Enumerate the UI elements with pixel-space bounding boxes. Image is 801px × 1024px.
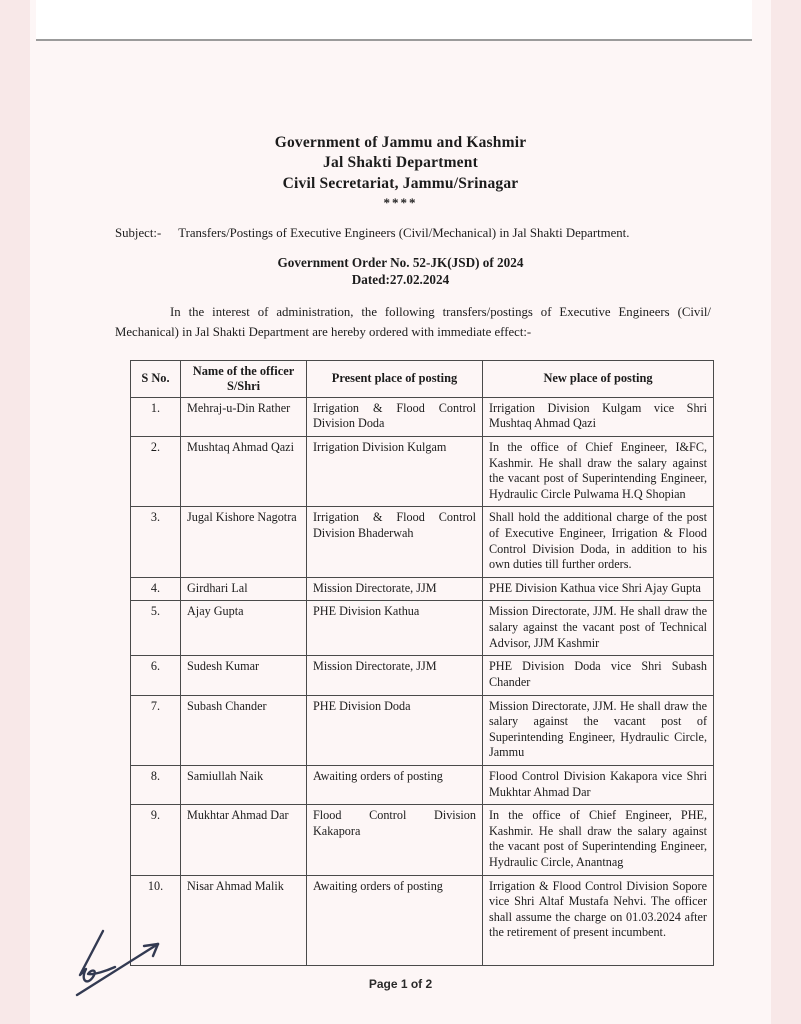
subject-label: Subject:- [115, 226, 162, 241]
cell-sno: 1. [131, 397, 181, 436]
table-header [131, 361, 714, 398]
cell-present-posting: PHE Division Doda [307, 695, 483, 765]
order-heading [30, 255, 771, 288]
cell-present-posting: Mission Directorate, JJM [307, 656, 483, 695]
cell-new-posting: In the office of Chief Engineer, I&FC, Kashmir. He shall draw the salary against the vacant post of Superintending Engineer, Hydraulic Circle Pulwama H.Q Shopian [483, 436, 714, 506]
table-row [131, 436, 714, 506]
cell-officer-name: Mukhtar Ahmad Dar [181, 805, 307, 875]
cell-new-posting: In the office of Chief Engineer, PHE, Kashmir. He shall draw the salary against the vacant post of Superintending Engineer, Hydraulic Circle, Anantnag [483, 805, 714, 875]
header-present-posting: Present place of posting [307, 361, 483, 398]
subject-line [115, 226, 741, 241]
cell-sno: 6. [131, 656, 181, 695]
org-name-line2: Jal Shakti Department [323, 154, 478, 172]
org-name-line3: Civil Secretariat, Jammu/Srinagar [282, 174, 519, 192]
cell-sno: 9. [131, 805, 181, 875]
order-date: Dated:27.02.2024 [351, 271, 450, 287]
org-name-line1: Government of Jammu and Kashmir [274, 134, 527, 151]
cell-new-posting: PHE Division Doda vice Shri Subash Chander [483, 656, 714, 695]
cell-present-posting: Flood Control Division Kakapora [307, 805, 483, 875]
document-page [30, 0, 771, 1024]
table-row [131, 577, 714, 601]
table-header-row [131, 361, 714, 398]
cell-present-posting: Irrigation & Flood Control Division Bhaderwah [307, 507, 483, 577]
scan-top-edge-rule [36, 0, 752, 41]
cell-new-posting: Irrigation Division Kulgam vice Shri Mushtaq Ahmad Qazi [483, 397, 714, 436]
table-row [131, 695, 714, 765]
cell-officer-name: Girdhari Lal [181, 577, 307, 601]
cell-sno: 2. [131, 436, 181, 506]
table-row [131, 601, 714, 656]
cell-officer-name: Subash Chander [181, 695, 307, 765]
cell-sno: 5. [131, 601, 181, 656]
cell-new-posting: Shall hold the additional charge of the post of Executive Engineer, Irrigation & Flood Control Division Doda, in addition to his own duties till further orders. [483, 507, 714, 577]
cell-present-posting: Irrigation & Flood Control Division Doda [307, 397, 483, 436]
header-new-posting: New place of posting [483, 361, 714, 398]
table-row [131, 875, 714, 965]
table-row [131, 397, 714, 436]
intro-paragraph: In the interest of administration, the following transfers/postings of Executive Engineers (Civil/ Mechanical) in Jal Shakti Department are hereby ordered with immediate effect:- [115, 305, 711, 340]
table-row [131, 507, 714, 577]
cell-new-posting: Mission Directorate, JJM. He shall draw the salary against the vacant post of Technical Advisor, JJM Kashmir [483, 601, 714, 656]
cell-new-posting: Irrigation & Flood Control Division Sopore vice Shri Altaf Mustafa Nehvi. The officer shall assume the charge on 01.03.2024 after the retirement of present incumbent. [483, 875, 714, 965]
table-row [131, 656, 714, 695]
cell-new-posting: Flood Control Division Kakapora vice Shri Mukhtar Ahmad Dar [483, 765, 714, 804]
cell-officer-name: Sudesh Kumar [181, 656, 307, 695]
cell-officer-name: Nisar Ahmad Malik [181, 875, 307, 965]
transfers-table [130, 360, 714, 966]
cell-officer-name: Jugal Kishore Nagotra [181, 507, 307, 577]
header-officer-name [181, 361, 307, 398]
cell-present-posting: Mission Directorate, JJM [307, 577, 483, 601]
cell-sno: 4. [131, 577, 181, 601]
star-separator: **** [383, 195, 418, 211]
table-row [131, 805, 714, 875]
cell-present-posting: Irrigation Division Kulgam [307, 436, 483, 506]
subject-text: Transfers/Postings of Executive Engineers (Civil/Mechanical) in Jal Shakti Department. [178, 226, 630, 241]
table-row [131, 765, 714, 804]
letterhead [30, 133, 771, 194]
cell-sno: 10. [131, 875, 181, 965]
handwritten-signature-mark-icon [70, 925, 175, 1008]
cell-sno: 7. [131, 695, 181, 765]
cell-officer-name: Samiullah Naik [181, 765, 307, 804]
header-sno: S No. [131, 361, 181, 398]
cell-present-posting: Awaiting orders of posting [307, 765, 483, 804]
cell-sno: 3. [131, 507, 181, 577]
cell-officer-name: Ajay Gupta [181, 601, 307, 656]
page-number-label: Page 1 of 2 [368, 977, 433, 992]
order-number: Government Order No. 52-JK(JSD) of 2024 [277, 255, 524, 271]
header-officer-name-line2: S/Shri [226, 378, 261, 393]
cell-new-posting: Mission Directorate, JJM. He shall draw the salary against the vacant post of Superintending Engineer, Hydraulic Circle, Jammu [483, 695, 714, 765]
cell-new-posting: PHE Division Kathua vice Shri Ajay Gupta [483, 577, 714, 601]
cell-officer-name: Mushtaq Ahmad Qazi [181, 436, 307, 506]
cell-officer-name: Mehraj-u-Din Rather [181, 397, 307, 436]
cell-sno: 8. [131, 765, 181, 804]
cell-present-posting: Awaiting orders of posting [307, 875, 483, 965]
table-body [131, 397, 714, 965]
header-officer-name-line1: Name of the officer [192, 364, 295, 379]
cell-present-posting: PHE Division Kathua [307, 601, 483, 656]
